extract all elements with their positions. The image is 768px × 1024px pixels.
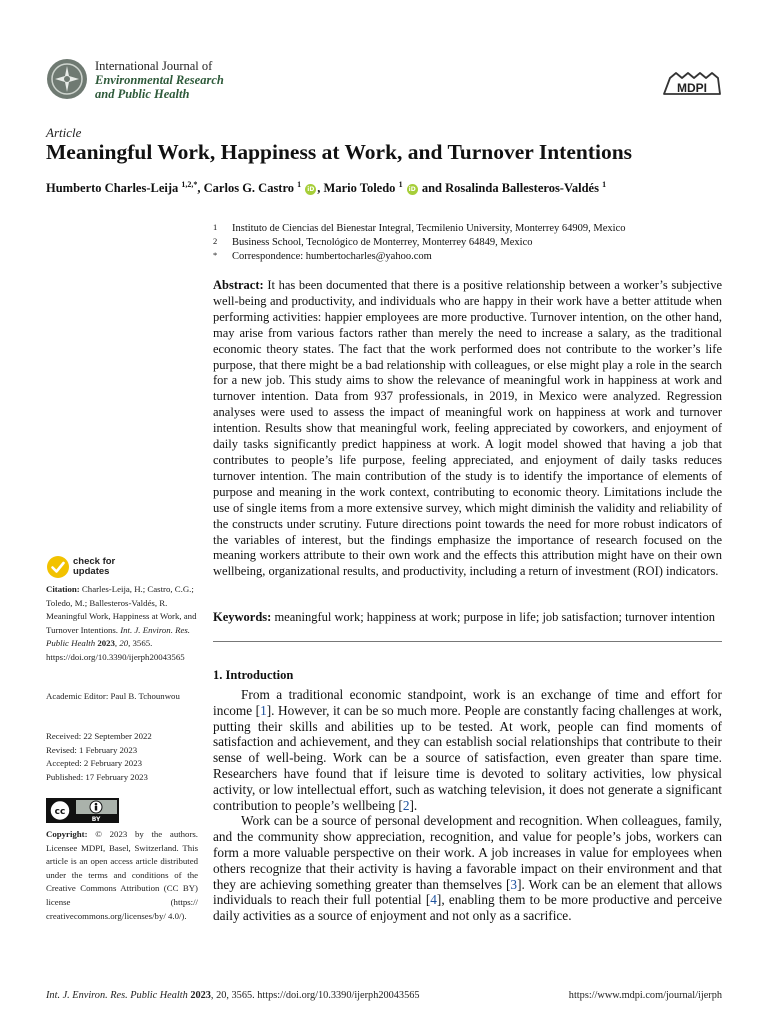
footer-citation bbox=[46, 990, 420, 1001]
author-separator: , bbox=[197, 181, 204, 196]
editor-name: Paul B. Tchounwou bbox=[110, 691, 180, 701]
section-body bbox=[213, 687, 722, 924]
revised-date: Revised: 1 February 2023 bbox=[46, 744, 138, 755]
svg-text:cc: cc bbox=[54, 807, 66, 817]
abstract-label: Abstract: bbox=[213, 278, 264, 292]
paragraph bbox=[213, 687, 722, 813]
editor-label: Academic Editor: bbox=[46, 691, 109, 701]
citation-link[interactable]: 1 bbox=[260, 702, 267, 718]
paragraph-text: From a traditional economic standpoint, work is an exchange of time and effort for income [ bbox=[213, 687, 722, 718]
keywords-label: Keywords: bbox=[213, 610, 272, 624]
paragraph-text: ]. However, it can be so much more. People are constantly facing challenges at work, putting their skills and abilities up to be tested. At work, people can find moments of satisfaction and achievement, and they can establish social relationships that contribute to their sense of well-being. Work can be a source of satisfaction, even greater than spare time. Researchers have found that if leisure time is devoted to solitary activities, low physical activity, or low intellectual effort, such as watching television, it does not generate a significant contribution to people’s wellbeing [ bbox=[213, 702, 722, 813]
journal-name-line3: and Public Health bbox=[95, 87, 190, 101]
paragraph bbox=[213, 813, 722, 924]
citation-text: Charles-Leija, H.; Castro, C.G.; Toledo, M.; Ballesteros-Valdés, R. Meaningful Work, Happiness at Work, and Turnover Intentions. bbox=[46, 584, 197, 635]
copyright-text: © 2023 by the authors. Licensee MDPI, Basel, Switzerland. This article is an open access article distributed under the terms and conditions of the Creative Commons Attribution (CC BY) license (https:// creativecommons.org/licenses/by/ 4.0/). bbox=[46, 829, 199, 921]
check-updates-label bbox=[73, 557, 115, 577]
section-divider bbox=[213, 641, 722, 642]
author-affiliation-marker: 1 bbox=[297, 180, 302, 189]
section-heading: 1. Introduction bbox=[213, 668, 294, 682]
citation-volume: 20 bbox=[119, 638, 129, 649]
citation-label: Citation: bbox=[46, 584, 80, 594]
journal-name-line2: Environmental Research bbox=[95, 73, 224, 87]
paragraph-text: Work can be a source of personal development and recognition. When colleagues, family, and the community show appreciation, recognition, and value for people’s jobs, workers can form a more valuable perspective on their work. A job increases in value for employees when others recognize that their activity is having a favorable impact on their environment and that they are achieving something greater than themselves [ bbox=[213, 813, 722, 892]
author-name[interactable]: Humberto Charles-Leija bbox=[46, 181, 179, 196]
abstract-text: It has been documented that there is a positive relationship between a worker’s subjective well-being and productivity, and individuals who are happy in their work have a better attitude when performing activities: happier employees are more productive. Turnover intention, on the other hand, may arise from various factors rather than merely the need to increase a salary, as the traditional economic theory states. The fact that the work performed does not contribute to the worker’s life purpose, that there might be a bad relationship with colleagues, or else might play a role in the search for a new job. This study aims to show the relevance of meaningful work in happiness at work and turnover intention. Data from 937 professionals, in 2019, in Mexico were analyzed. Regression analyses were used to assess the impact of meaningful work on happiness at work and turnover intention. Results show that meaningful work, feeling appreciated by coworkers, and enjoyment of daily tasks significantly predict happiness at work. A logit model showed that having a job that contributes to people’s life purpose, feeling appreciated, and enjoyment of daily tasks reduces turnover intention. The main contribution of the study is to identify the importance of elements of purpose and meaning in the work context, contributing to economic theory. Limitations include the use of single items from a more extensive survey, which might diminish the validity and reliability of the constructs under scrutiny. Future directions point towards the need for more robust indicators of the variables of interest, but the findings emphasize the importance of research focused on the meaning workers attribute to their own work and the effects this attribution might have on their own wellbeing, organizational results, and productivity, including a return of investment (ROI) indicators. bbox=[213, 278, 723, 579]
keywords-text: meaningful work; happiness at work; purpose in life; job satisfaction; turnover intention bbox=[274, 610, 715, 624]
mdpi-logo-icon bbox=[662, 70, 722, 100]
affiliation-text: Instituto de Ciencias del Bienestar Integral, Tecmilenio University, Monterrey 64909, Mexico bbox=[232, 223, 626, 234]
cc-by-label: BY bbox=[91, 816, 101, 823]
citation-doi[interactable]: 3565. https://doi.org/10.3390/ijerph20043565 bbox=[46, 638, 185, 662]
affiliation-marker: 2 bbox=[213, 236, 218, 246]
orcid-icon[interactable]: iD bbox=[408, 186, 416, 194]
affiliation-item bbox=[213, 250, 626, 264]
footer-year: 2023 bbox=[190, 990, 211, 1001]
academic-editor bbox=[46, 690, 198, 704]
author-separator: , bbox=[317, 181, 324, 196]
abstract bbox=[213, 278, 722, 580]
citation-link[interactable]: 3 bbox=[510, 876, 518, 892]
paragraph-text: ]. bbox=[409, 797, 418, 813]
publisher-name: MDPI bbox=[677, 81, 707, 95]
affiliation-text: Business School, Tecnológico de Monterrey, Monterrey 64849, Mexico bbox=[232, 237, 533, 248]
cc-by-license-icon[interactable] bbox=[46, 798, 119, 823]
affiliation-marker: 1 bbox=[213, 222, 218, 232]
citation-block: Citation: Charles-Leija, H.; Castro, C.G.; Toledo, M.; Ballesteros-Valdés, R. Meaningful Work, Happiness at Work, and Turnover Intentions. Int. J. Environ. Res. Public Health 2023, 20, 3565. https://doi.org/10.3390/ijerph20043565 bbox=[46, 584, 197, 662]
copyright-label: Copyright: bbox=[46, 829, 88, 839]
affiliation-marker: * bbox=[213, 250, 218, 260]
author-affiliation-marker: 1,2,* bbox=[181, 180, 198, 189]
correspondence-text: Correspondence: humbertocharles@yahoo.com bbox=[232, 251, 432, 262]
keywords bbox=[213, 610, 733, 625]
footer-journal-url[interactable]: https://www.mdpi.com/journal/ijerph bbox=[568, 990, 722, 1001]
author-name[interactable]: Carlos G. Castro bbox=[203, 181, 295, 196]
citation-link[interactable]: 4 bbox=[430, 892, 437, 908]
copyright-notice bbox=[46, 828, 198, 923]
author-separator: and bbox=[418, 181, 446, 196]
author-name[interactable]: Mario Toledo bbox=[323, 181, 396, 196]
article-title: Meaningful Work, Happiness at Work, and Turnover Intentions bbox=[46, 140, 633, 164]
affiliation-item bbox=[213, 222, 626, 236]
published-date: Published: 17 February 2023 bbox=[46, 771, 148, 782]
citation-link[interactable]: 2 bbox=[402, 797, 410, 813]
orcid-icon[interactable]: iD bbox=[307, 186, 315, 194]
footer-journal: Int. J. Environ. Res. Public Health bbox=[46, 990, 188, 1001]
author-list bbox=[46, 180, 606, 196]
footer-citation-rest[interactable]: , 20, 3565. https://doi.org/10.3390/ijerph20043565 bbox=[210, 990, 420, 1001]
check-updates-line2: updates bbox=[73, 566, 110, 577]
author-affiliation-marker: 1 bbox=[398, 180, 403, 189]
author-name[interactable]: Rosalinda Ballesteros-Valdés bbox=[445, 181, 599, 196]
journal-name-line1: International Journal of bbox=[95, 59, 213, 73]
accepted-date: Accepted: 2 February 2023 bbox=[46, 758, 143, 769]
check-updates-line1: check for bbox=[73, 556, 116, 567]
journal-logo-icon bbox=[46, 58, 88, 100]
author-affiliation-marker: 1 bbox=[602, 180, 607, 189]
citation-journal: Int. J. Environ. Res. Public Health bbox=[46, 624, 191, 649]
paragraph-text: ]. Work can be an element that allows individuals to reach their full potential [ bbox=[213, 876, 722, 908]
affiliation-item bbox=[213, 236, 626, 250]
affiliations bbox=[213, 222, 626, 264]
journal-name bbox=[95, 59, 224, 101]
check-updates-icon bbox=[46, 555, 70, 579]
article-type: Article bbox=[46, 125, 82, 140]
article-dates bbox=[46, 730, 198, 784]
check-for-updates-badge[interactable] bbox=[46, 555, 156, 581]
paragraph-text: ], enabling them to be more productive and perceive daily activities as a source of enjoyment and not only as a sacrifice. bbox=[213, 892, 722, 924]
citation-year: 2023 bbox=[97, 638, 115, 649]
received-date: Received: 22 September 2022 bbox=[46, 731, 152, 741]
